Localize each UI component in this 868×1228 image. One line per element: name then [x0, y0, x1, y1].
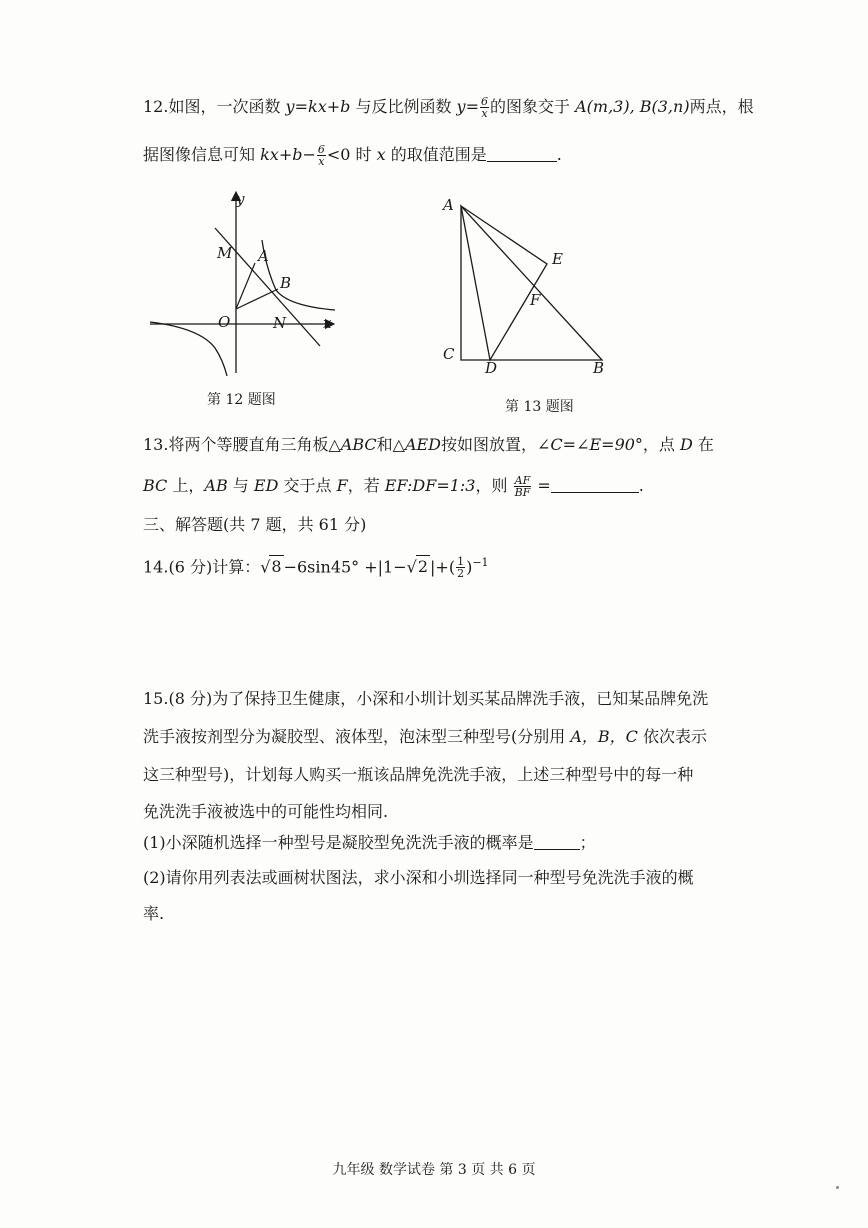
q12-line2: 据图像信息可知 kx+b− $\frac{6}{x}$ <0 时 x 的取值范围是 . — [143, 143, 562, 168]
label-A: A — [443, 196, 454, 214]
label-F: F — [530, 291, 541, 309]
fraction-6-over-x: $\frac{6}{x}$ — [317, 143, 325, 168]
q15-line6: (2)请你用列表法或画树状图法，求小深和小圳选择同一种型号免洗洗手液的概 — [143, 868, 694, 887]
q15-line4: 免洗洗手液被选中的可能性均相同. — [143, 802, 389, 821]
label-A: A — [258, 247, 269, 265]
figure-13-caption: 第 13 题图 — [505, 399, 574, 415]
label-D: D — [485, 359, 498, 377]
label-O: O — [218, 313, 231, 331]
fraction-6-over-x: $\frac{6}{x}$ — [481, 95, 488, 120]
q15-line2: 洗手液按剂型分为凝胶型、液体型，泡沫型三种型号(分别用 A，B，C 依次表示 — [143, 727, 707, 746]
label-N: N — [273, 314, 287, 332]
triangle-ABC — [461, 206, 602, 360]
answer-blank — [534, 833, 580, 850]
figure-13 — [438, 188, 618, 378]
q13-line2: BC 上，AB 与 ED 交于点 F，若 EF:DF=1:3，则 $\frac{AF}{BF}$ = . — [143, 474, 644, 499]
fraction-AF-over-BF: $\frac{AF}{BF}$ — [514, 474, 531, 499]
label-y: y — [236, 190, 245, 208]
q13-line1: 13.将两个等腰直角三角板△ABC和△AED按如图放置，∠C=∠E=90°，点 D 在 — [143, 435, 714, 454]
fraction-1-over-2: $\frac{1}{2}$ — [457, 555, 465, 581]
label-C: C — [443, 345, 455, 363]
scan-speck — [836, 1186, 839, 1189]
label-E: E — [552, 250, 563, 268]
label-B: B — [280, 274, 292, 292]
figure-12-caption: 第 12 题图 — [207, 392, 276, 408]
answer-blank — [551, 476, 639, 493]
q15-line5: (1)小深随机选择一种型号是凝胶型免洗洗手液的概率是 ； — [143, 833, 596, 852]
q15-line1: 15.(8 分)为了保持卫生健康，小深和小圳计划买某品牌洗手液，已知某品牌免洗 — [143, 689, 709, 708]
q15-line7: 率. — [143, 904, 165, 923]
section-3-heading: 三、解答题(共 7 题，共 61 分) — [143, 515, 367, 534]
page-footer: 九年级 数学试卷 第 3 页 共 6 页 — [332, 1162, 536, 1178]
q14-line: 14.(6 分)计算：√8 −6sin45° +|1−√2 |+( $\frac{1}{2}$ )$^{-1}$ — [143, 555, 489, 581]
hyperbola-branch-2 — [150, 322, 227, 376]
label-M: M — [217, 244, 233, 262]
q15-line3: 这三种型号)，计划每人购买一瓶该品牌免洗洗手液，上述三种型号中的每一种 — [143, 765, 694, 784]
hyperbola-branch-1 — [262, 240, 335, 310]
triangle-AED — [461, 206, 547, 360]
answer-blank — [487, 145, 557, 162]
label-B: B — [593, 359, 605, 377]
figure-12 — [145, 188, 345, 378]
label-x: x — [323, 314, 332, 332]
q12-line1: 12.如图，一次函数 y=kx+b 与反比例函数 y= $\frac{6}{x}$ 的图象交于 A(m,3), B(3,n)两点，根 — [143, 95, 754, 120]
